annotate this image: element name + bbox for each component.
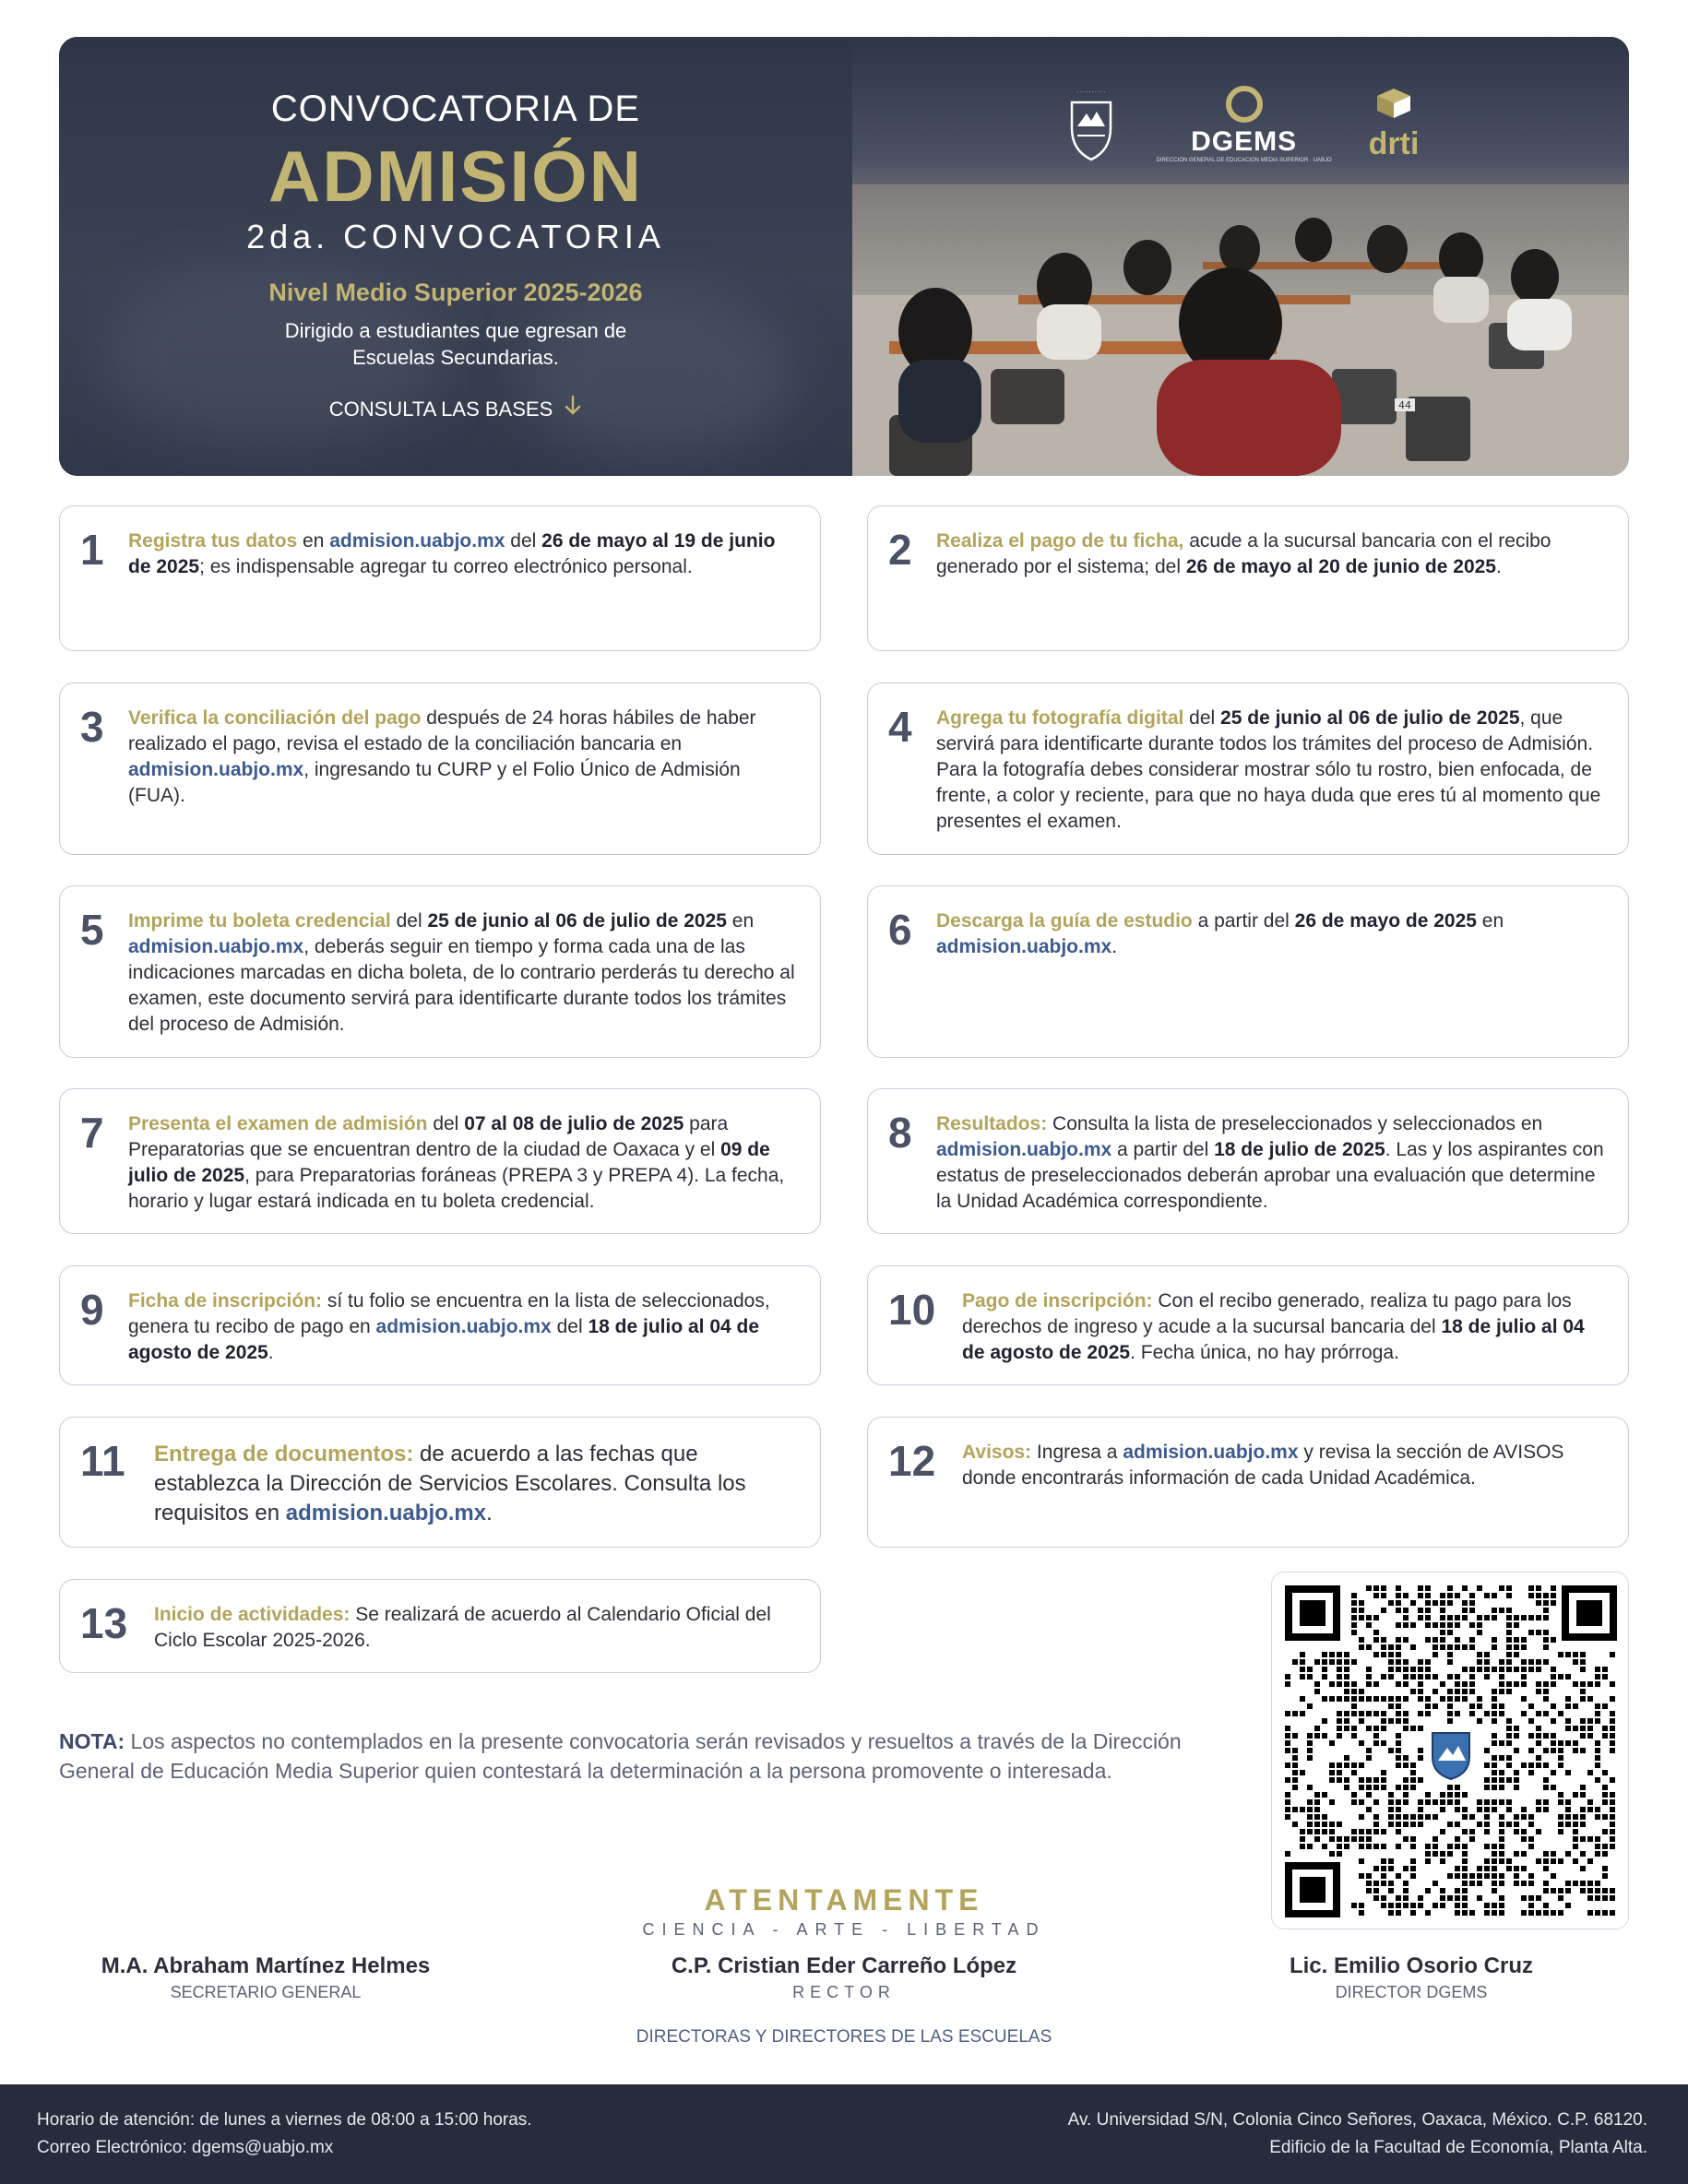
step-card-3 [59,682,821,855]
step-number: 3 [80,703,104,751]
signer-role: SECRETARIO GENERAL [170,1983,362,2001]
hero-level: Nivel Medio Superior 2025-2026 [268,279,643,306]
hero-photo-panel [852,37,1629,476]
hero-title-line3: 2da. CONVOCATORIA [246,218,665,255]
step-text: Presenta el examen de admisión del 07 al 08 de julio de 2025 para Preparatorias que se encuentran dentro de la ciudad de Oaxaca y el 09 de julio de 2025, para Preparatorias foráneas (PREPA 3 y PREPA 4). La fecha, horario y lugar estará indicada en tu boleta credencial. [128,1113,785,1212]
step-card-10 [867,1265,1629,1385]
step-card-8 [867,1088,1629,1234]
footer [0,2084,1688,2184]
office-hours: Horario de atención: de lunes a viernes de 08:00 a 15:00 horas. [37,2110,532,2130]
address: Av. Universidad S/N, Colonia Cinco Señores, Oaxaca, México. C.P. 68120. [1067,2110,1647,2130]
step-number: 1 [80,526,104,574]
svg-text:· · · · · · · · · ·: · · · · · · · · · · [1076,89,1105,95]
step-number: 6 [888,906,912,954]
admission-link[interactable]: admision.uabjo.mx [936,1139,1112,1160]
signature-rector [613,1953,1075,2002]
step-text: Resultados: Consulta la lista de preseleccionados y seleccionados en admision.uabjo.mx a partir del 18 de julio de 2025. Las y los aspirantes con estatus de preseleccionados deberán aprobar una evaluación que determine la Unidad Académica correspondiente. [936,1113,1604,1212]
note-paragraph: NOTA: Los aspectos no contemplados en la presente convocatoria serán revisados y resueltos a través de la Dirección General de Educación Media Superior quien contestará la determinación a la persona promovente o interesada. [59,1729,1182,1783]
seat-number-label: 44 [1398,399,1411,411]
hero-title-line1: CONVOCATORIA DE [270,89,641,129]
step-text: Inicio de actividades: Se realizará de acuerdo al Calendario Oficial del Ciclo Escolar 2025-2026. [154,1604,771,1651]
signer-role: DIRECTOR DGEMS [1335,1983,1488,2001]
signature-director [1181,1953,1642,2002]
university-motto: CIENCIA - ARTE - LIBERTAD [642,1920,1046,1939]
step-text: Entrega de documentos: de acuerdo a las fechas que establezca la Dirección de Servicios Escolares. Consulta los requisitos en admision.uabjo.mx. [154,1442,746,1525]
hero-banner [59,37,1629,476]
step-number: 4 [888,703,912,751]
step-text: Imprime tu boleta credencial del 25 de junio al 06 de julio de 2025 en admision.uabjo.mx, deberás seguir en tiempo y forma cada una de las indicaciones marcadas en dicha boleta, de lo contrario perderás tu derecho al examen, este documento servirá para identificarte durante todos los trámites del proceso de Admisión. [128,910,795,1035]
step-card-13 [59,1579,821,1673]
step-text: Avisos: Ingresa a admision.uabjo.mx y revisa la sección de AVISOS donde encontrarás información de cada Unidad Académica. [962,1442,1564,1489]
step-card-2 [867,505,1629,651]
step-card-4 [867,682,1629,855]
step-card-12 [867,1417,1629,1548]
signer-name: Lic. Emilio Osorio Cruz [1289,1953,1534,1978]
consult-bases-link[interactable] [59,395,852,423]
contact-email[interactable]: Correo Electrónico: dgems@uabjo.mx [37,2138,334,2157]
step-card-11 [59,1417,821,1548]
step-number: 5 [80,906,104,954]
students-exam-photo [852,184,1629,476]
signer-name: C.P. Cristian Eder Carreño López [671,1953,1017,1978]
step-card-1 [59,505,821,651]
step-number: 8 [888,1109,912,1157]
step-text: Agrega tu fotografía digital del 25 de junio al 06 de julio de 2025, que servirá para identificarte durante todos los trámites del proceso de Admisión. Para la fotografía debes considerar mostrar sólo tu rostro, bien enfocada, de frente, a color y reciente, para que no haya duda que eres tú al momento que presentes el examen. [936,707,1601,832]
signer-name: M.A. Abraham Martínez Helmes [101,1953,431,1978]
admission-link[interactable]: admision.uabjo.mx [936,936,1112,957]
drti-logo: drti [1369,87,1420,162]
step-text: Descarga la guía de estudio a partir del 26 de mayo de 2025 en admision.uabjo.mx. [936,910,1504,957]
step-number: 12 [888,1437,936,1485]
school-directors-line: DIRECTORAS Y DIRECTORES DE LAS ESCUELAS [636,2027,1052,2047]
arrow-down-icon [564,395,582,423]
step-number: 10 [888,1286,936,1334]
hero-target-audience: Dirigido a estudiantes que egresan de Escuelas Secundarias. [284,319,627,369]
closing-atentamente: ATENTAMENTE [704,1883,984,1917]
step-card-6 [867,885,1629,1058]
qr-code-graphic [1285,1585,1617,1917]
admission-link[interactable]: admision.uabjo.mx [329,530,505,552]
step-number: 11 [80,1437,125,1485]
qr-code[interactable] [1271,1572,1629,1929]
step-text: Realiza el pago de tu ficha, acude a la sucursal bancaria con el recibo generado por el sistema; del 26 de mayo al 20 de junio de 2025. [936,530,1551,577]
step-text: Pago de inscripción: Con el recibo generado, realiza tu pago para los derechos de ingreso y acude a la sucursal bancaria del 18 de julio al 04 de agosto de 2025. Fecha única, no hay prórroga. [962,1290,1585,1363]
admission-link[interactable]: admision.uabjo.mx [1123,1442,1299,1463]
admission-link[interactable]: admision.uabjo.mx [128,936,304,957]
step-card-5 [59,885,821,1058]
step-text: Verifica la conciliación del pago después de 24 horas hábiles de haber realizado el pago, revisa el estado de la conciliación bancaria en admision.uabjo.mx, ingresando tu CURP y el Folio Único de Admisión (FUA). [128,707,756,806]
building: Edificio de la Facultad de Economía, Planta Alta. [1269,2138,1647,2157]
signer-role: RECTOR [792,1983,896,2001]
step-number: 7 [80,1109,104,1157]
signature-secretary [35,1953,496,2002]
step-number: 13 [80,1599,128,1647]
admission-link[interactable]: admision.uabjo.mx [128,759,304,780]
step-card-7 [59,1088,821,1234]
hero-text-panel [59,37,852,476]
step-number: 9 [80,1286,104,1334]
step-number: 2 [888,526,912,574]
admission-link[interactable]: admision.uabjo.mx [285,1501,487,1525]
consult-bases-label: CONSULTA LAS BASES [328,397,553,421]
logo-bar [852,74,1629,175]
uabjo-seal-logo [1063,86,1120,163]
hero-title-main: ADMISIÓN [268,136,643,217]
step-card-9 [59,1265,821,1385]
step-text: Ficha de inscripción: sí tu folio se encuentra en la lista de seleccionados, genera tu recibo de pago en admision.uabjo.mx del 18 de julio al 04 de agosto de 2025. [128,1290,770,1363]
dgems-logo: DGEMS DIRECCIÓN GENERAL DE EDUCACIÓN MEDIA SUPERIOR · UABJO [1157,86,1332,163]
step-text: Registra tus datos en admision.uabjo.mx del 26 de mayo al 19 de junio de 2025; es indispensable agregar tu correo electrónico personal. [128,530,776,577]
admission-link[interactable]: admision.uabjo.mx [375,1316,552,1337]
